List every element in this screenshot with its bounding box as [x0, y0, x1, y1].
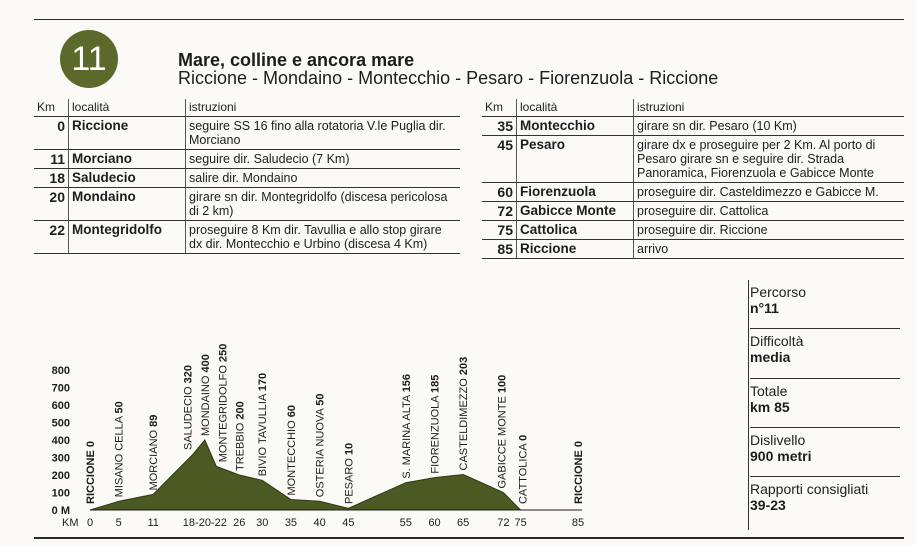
info-label: Difficoltà	[750, 333, 804, 349]
row-locality: Gabicce Monte	[517, 202, 634, 221]
info-value: 900 metri	[750, 448, 812, 464]
place-elevation: 50	[113, 401, 126, 414]
table-row	[482, 221, 904, 240]
x-tick-label: 18-20-22	[182, 517, 227, 529]
place-label	[343, 443, 355, 504]
row-instructions: proseguire 8 Km dir. Tavullia e allo stop girare dx dir. Montecchio e Urbino (discesa 4 Km)	[186, 221, 461, 254]
col-km: Km	[482, 99, 517, 117]
table-row	[34, 169, 460, 188]
col-instructions: istruzioni	[186, 99, 461, 117]
place-name: S. MARINA ALTA	[400, 392, 413, 479]
place-label	[496, 375, 508, 489]
place-elevation: 89	[148, 414, 161, 427]
route-subtitle: Riccione - Mondaino - Montecchio - Pesaro - Fiorenzuola - Riccione	[178, 68, 719, 88]
elevation-profile-chart	[0, 320, 740, 535]
place-elevation: 320	[182, 365, 195, 384]
place-name: CASTELDIMEZZO	[458, 375, 471, 471]
y-tick-label: 400	[51, 435, 70, 447]
row-locality: Riccione	[517, 240, 634, 259]
place-label	[257, 373, 269, 476]
info-value: km 85	[750, 399, 790, 415]
row-km: 0	[34, 117, 69, 150]
table-row	[34, 188, 460, 221]
place-name: SALUDECIO	[182, 383, 195, 450]
row-km: 75	[482, 221, 517, 240]
place-elevation: 0	[85, 441, 97, 448]
place-label	[148, 415, 160, 491]
row-km: 20	[34, 188, 69, 221]
y-tick-label: 300	[51, 452, 70, 465]
place-elevation: 0	[517, 434, 530, 441]
place-name: OSTERIA NUOVA	[314, 405, 327, 498]
x-tick-label: 65	[457, 517, 470, 529]
x-tick-label: 85	[571, 517, 585, 529]
row-locality: Montecchio	[517, 117, 634, 136]
place-label	[217, 344, 229, 463]
row-km: 72	[482, 202, 517, 221]
row-km: 45	[482, 136, 517, 183]
y-tick-label: 500	[51, 417, 70, 430]
place-elevation: 185	[429, 374, 442, 393]
place-name: RICCIONE	[85, 447, 97, 504]
place-name: MONDAINO	[199, 372, 212, 436]
place-elevation: 250	[217, 343, 230, 363]
row-locality: Pesaro	[517, 136, 634, 183]
x-tick-label: 60	[428, 517, 441, 529]
table-row	[482, 117, 904, 136]
row-instructions: arrivo	[634, 240, 905, 259]
row-locality: Riccione	[69, 117, 186, 150]
place-label	[114, 401, 126, 497]
x-tick-label: 55	[399, 517, 412, 529]
place-elevation: 10	[343, 442, 356, 456]
info-value: 39-23	[750, 497, 786, 513]
place-label	[458, 357, 470, 471]
row-km: 60	[482, 183, 517, 202]
place-name: TREBBIO	[234, 419, 247, 471]
place-label	[234, 401, 246, 471]
info-label: Rapporti consigliati	[750, 481, 869, 497]
col-locality: località	[517, 99, 634, 117]
row-locality: Morciano	[69, 150, 186, 169]
x-axis-label: KM	[62, 517, 79, 529]
y-tick-label: 600	[51, 400, 70, 412]
place-name: BIVIO TAVULLIA	[257, 391, 270, 477]
row-locality: Fiorenzuola	[517, 183, 634, 202]
place-elevation: 203	[458, 356, 471, 376]
info-value: media	[750, 349, 791, 365]
table-row	[482, 183, 904, 202]
place-elevation: 0	[573, 441, 585, 448]
x-tick-label: 0	[86, 517, 94, 529]
table-row	[482, 136, 904, 183]
place-elevation: 156	[400, 373, 413, 393]
place-label	[85, 441, 97, 504]
x-tick-label: 5	[115, 517, 122, 529]
x-tick-label: 30	[256, 517, 269, 529]
row-instructions: proseguire dir. Riccione	[634, 221, 905, 240]
top-rule	[34, 19, 904, 20]
info-label: Percorso	[750, 284, 807, 300]
info-value: n°11	[750, 300, 779, 316]
row-instructions: seguire SS 16 fino alla rotatoria V.le Puglia dir. Morciano	[186, 117, 461, 150]
table-row	[34, 221, 460, 254]
row-locality: Montegridolfo	[69, 221, 186, 254]
route-title: Mare, colline e ancora mare	[178, 50, 415, 70]
place-name: PESARO	[343, 455, 356, 504]
col-km: Km	[34, 99, 69, 117]
place-name: MISANO CELLA	[113, 413, 126, 498]
row-instructions: salire dir. Mondaino	[186, 169, 461, 188]
info-percorso	[750, 280, 900, 316]
place-label	[286, 405, 298, 495]
row-instructions: proseguire dir. Cattolica	[634, 202, 905, 221]
place-elevation: 200	[234, 401, 247, 420]
bottom-rule	[34, 537, 904, 539]
info-label: Totale	[750, 383, 788, 399]
row-instructions: girare sn dir. Montegridolfo (discesa pericolosa di 2 km)	[186, 188, 461, 221]
place-name: CATTOLICA	[517, 440, 530, 504]
right-instructions-table	[482, 99, 904, 259]
row-locality: Saludecio	[69, 169, 186, 188]
y-tick-label: 700	[51, 382, 70, 395]
x-tick-label: 26	[233, 517, 246, 529]
row-km: 85	[482, 240, 517, 259]
table-header-row	[34, 99, 460, 117]
info-difficolta	[750, 328, 900, 365]
row-instructions: girare sn dir. Pesaro (10 Km)	[634, 117, 905, 136]
place-elevation: 400	[199, 354, 212, 373]
x-tick-label: 72	[497, 517, 510, 529]
info-box-border	[748, 280, 749, 530]
row-km: 18	[34, 169, 69, 188]
info-dislivello	[750, 427, 900, 464]
row-instructions: girare dx e proseguire per 2 Km. Al porto di Pesaro girare sn e seguire dir. Strada Panoramica, Fiorenzuola e Gabicce Monte	[634, 136, 905, 183]
table-row	[34, 117, 460, 150]
row-km: 35	[482, 117, 517, 136]
table-row	[482, 202, 904, 221]
place-name: MONTECCHIO	[285, 417, 298, 496]
col-instructions: istruzioni	[634, 99, 905, 117]
x-tick-label: 40	[313, 517, 326, 529]
place-elevation: 50	[314, 393, 327, 406]
row-instructions: proseguire dir. Casteldimezzo e Gabicce M.	[634, 183, 905, 202]
route-number-badge	[60, 30, 118, 88]
place-name: GABICCE MONTE	[496, 393, 509, 489]
x-tick-label: 75	[514, 517, 527, 529]
place-label	[182, 365, 194, 450]
place-label	[429, 375, 441, 474]
info-label: Dislivello	[750, 432, 806, 448]
place-label	[200, 354, 212, 436]
row-instructions: seguire dir. Saludecio (7 Km)	[186, 150, 461, 169]
place-elevation: 100	[496, 374, 509, 394]
row-km: 22	[34, 221, 69, 254]
x-tick-label: 35	[284, 517, 298, 529]
place-name: FIORENZUOLA	[429, 392, 442, 474]
left-instructions-table	[34, 99, 460, 254]
row-locality: Mondaino	[69, 188, 186, 221]
info-totale	[750, 378, 900, 415]
place-label	[518, 435, 530, 504]
place-label	[573, 441, 585, 504]
route-number: 11	[71, 39, 107, 78]
row-locality: Cattolica	[517, 221, 634, 240]
place-name: MORCIANO	[148, 426, 161, 491]
table-row	[34, 150, 460, 169]
place-name: MONTEGRIDOLFO	[217, 362, 230, 463]
table-header-row	[482, 99, 904, 117]
x-tick-label: 45	[342, 517, 355, 529]
place-name: RICCIONE	[573, 447, 585, 504]
x-tick-label: 11	[147, 517, 159, 529]
y-tick-label: 0 M	[51, 505, 70, 517]
col-locality: località	[69, 99, 186, 117]
info-rapporti	[750, 476, 900, 513]
y-tick-label: 100	[51, 487, 70, 500]
place-elevation: 170	[257, 372, 270, 392]
table-row	[482, 240, 904, 259]
place-label	[401, 374, 413, 479]
place-label	[315, 394, 327, 498]
y-tick-label: 800	[51, 365, 70, 377]
row-km: 11	[34, 150, 69, 169]
y-tick-label: 200	[51, 470, 70, 482]
place-elevation: 60	[285, 405, 298, 418]
